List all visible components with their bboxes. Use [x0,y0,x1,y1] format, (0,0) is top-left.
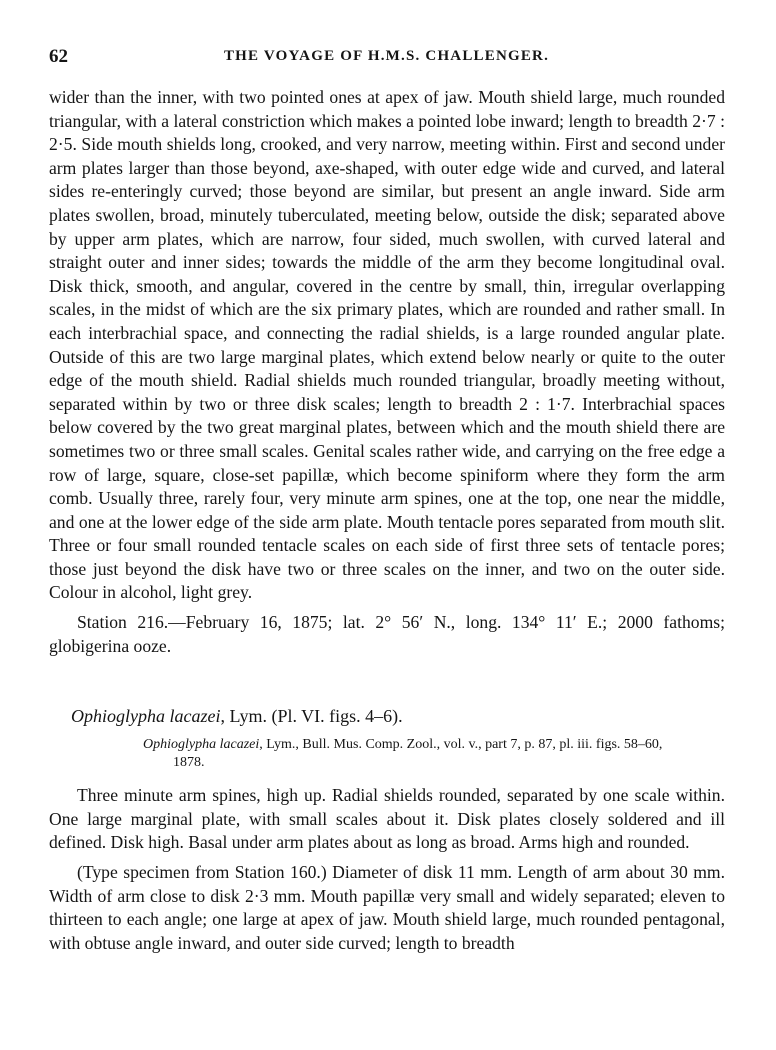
page-body [49,86,725,955]
citation-species-name: Ophioglypha lacazei [143,737,260,753]
diagnosis-paragraph: Three minute arm spines, high up. Radial shields rounded, separated by one scale within. One large marginal plate, with small scales about it. Disk plates closely soldered and ill defined. Disk high. Basal under arm plates about as long as broad. Arms high and rounded. [49,785,725,853]
citation-text: , Lym., Bull. Mus. Comp. Zool., vol. v., part 7, p. 87, pl. iii. figs. 58–60, [259,737,663,753]
description-paragraph: wider than the inner, with two pointed ones at apex of jaw. Mouth shield large, much rounded triangular, with a lateral constriction which makes a pointed lobe inward; length to breadth 2·7 : 2·5. Side mouth shields long, crooked, and very narrow, meeting within. First and second under arm plates larger than those beyond, axe-shaped, with outer edge wide and curved, and lateral sides re-enteringly curved; those beyond are similar, but present an angle inward. Side arm plates swollen, broad, minutely tuberculated, meeting below, outside the disk; separated above by upper arm plates, which are narrow, four sided, much swollen, with curved lateral and straight outer and inner sides; towards the middle of the arm they become longitudinal oval. Disk thick, smooth, and angular, covered in the centre by small, thin, irregular overlapping scales, in the midst of which are the six primary plates, which are rounded and rather small. In each interbrachial space, and connecting the radial shields, is a large rounded angular plate. Outside of this are two large marginal plates, which extend below nearly or quite to the outer edge of the mouth shield. Radial shields much rounded triangular, broadly meeting without, separated within by two or three disk scales; length to breadth 2 : 1·7. Interbrachial spaces below covered by the two great marginal plates, between which and the mouth shield there are sometimes two or three small scales. Genital scales rather wide, and carrying on the free edge a row of large, square, close-set papillæ, which become spiniform where they form the arm comb. Usually three, rarely four, very minute arm spines, one at the top, one near the middle, and one at the lower edge of the side arm plate. Mouth tentacle pores separated from mouth slit. Three or four small rounded tentacle scales on each side of first three sets of tentacle pores; those just beyond the disk have two or three scales on the inner, and two on the outer side. Colour in alcohol, light grey. [49,87,725,603]
station-paragraph: Station 216.—February 16, 1875; lat. 2° 56′ N., long. 134° 11′ E.; 2000 fathoms; globigerina ooze. [49,612,725,656]
species-name: Ophioglypha lacazei [71,706,221,727]
synonymy-citation [49,736,725,754]
page-header [49,46,724,70]
running-title: THE VOYAGE OF H.M.S. CHALLENGER. [223,48,550,64]
type-specimen-paragraph: (Type specimen from Station 160.) Diameter of disk 11 mm. Length of arm about 30 mm. Width of arm close to disk 2·3 mm. Mouth papillæ very small and widely separated; eleven to thirteen to each angle; one large at apex of jaw. Mouth shield large, much rounded pentagonal, with obtuse angle inward, and outer side curved; length to breadth [49,862,725,953]
species-heading-rest: , Lym. (Pl. VI. figs. 4–6). [220,706,403,727]
page-number: 62 [49,46,68,67]
species-heading [49,704,725,728]
citation-year: 1878. [173,755,205,771]
